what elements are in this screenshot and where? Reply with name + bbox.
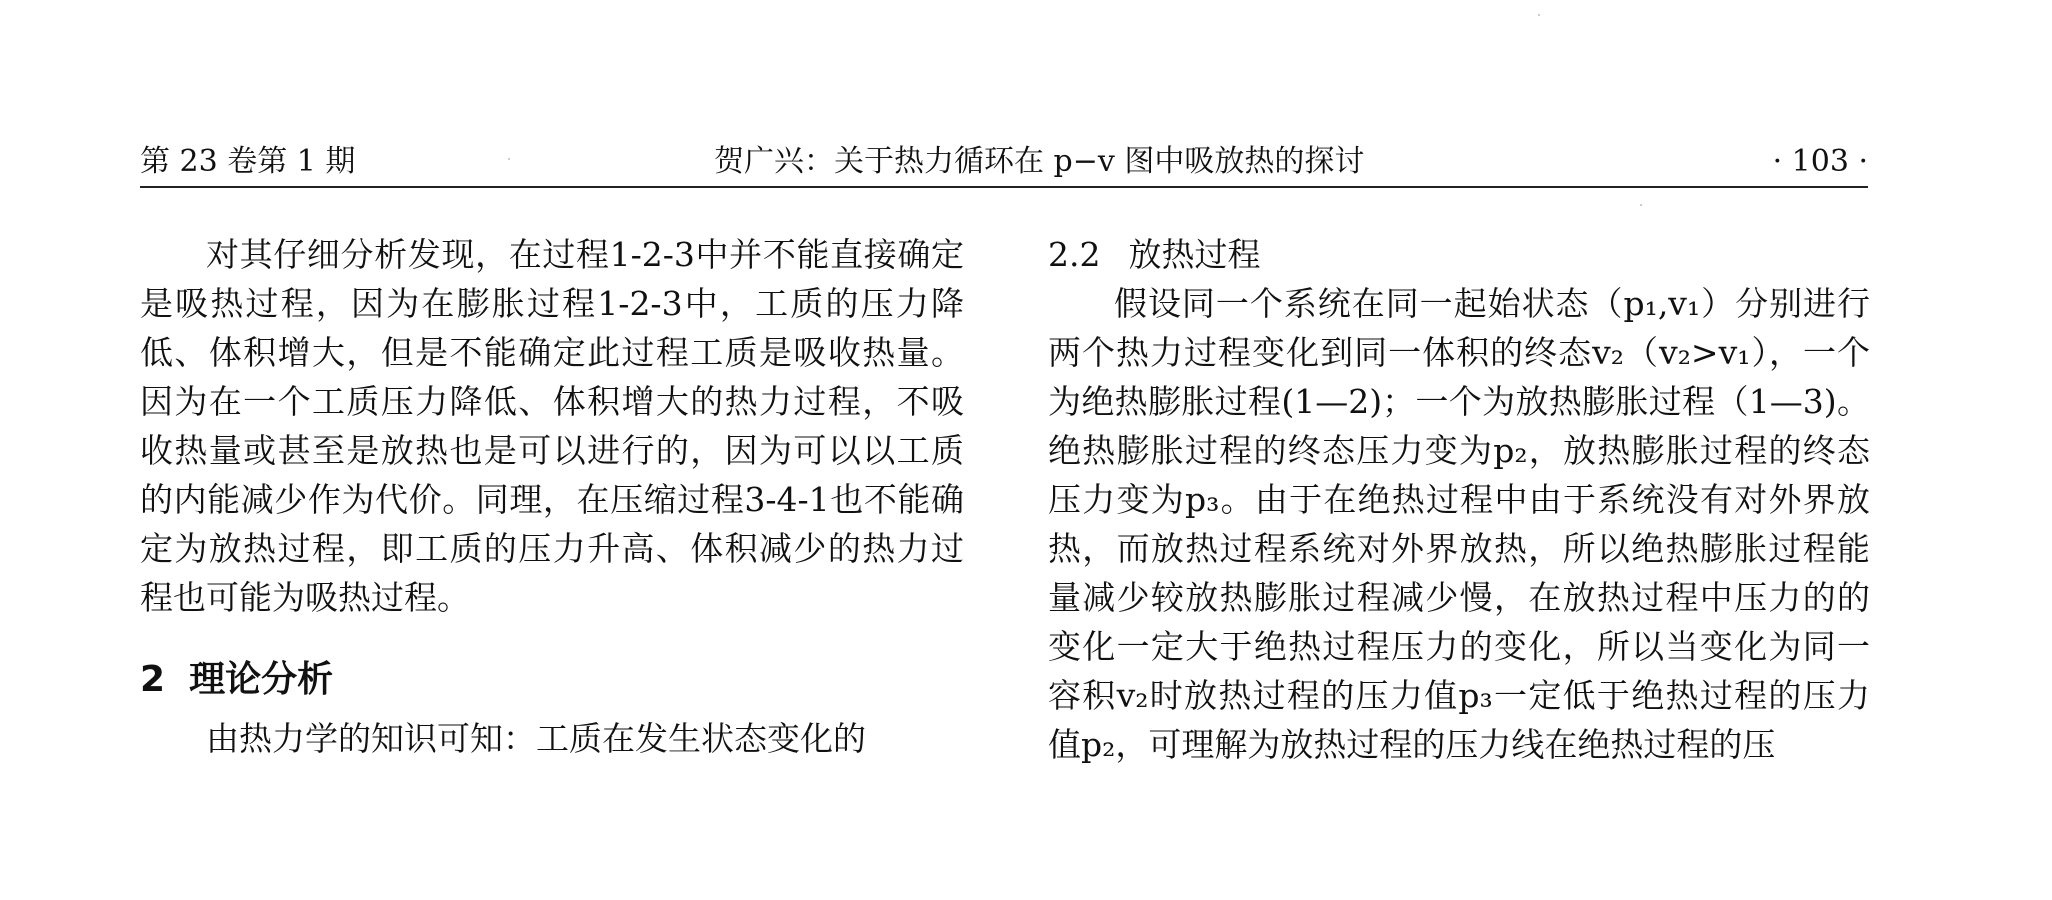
section-title: 理论分析	[189, 659, 334, 700]
running-header	[140, 140, 1868, 184]
left-column	[140, 230, 964, 763]
section-number: 2	[140, 659, 166, 700]
right-column	[1048, 230, 1870, 769]
subsection-title: 放热过程	[1128, 235, 1261, 274]
body-paragraph: 对其仔细分析发现，在过程1-2-3中并不能直接确定是吸热过程，因为在膨胀过程1-2-3中，工质的压力降低、体积增大，但是不能确定此过程工质是吸收热量。因为在一个工质压力降低、体积增大的热力过程，不吸收热量或甚至是放热也是可以进行的，因为可以以工质的内能减少作为代价。同理，在压缩过程3-4-1也不能确定为放热过程，即工质的压力升高、体积减少的热力过程也可能为吸热过程。	[140, 235, 964, 617]
subsection-heading	[1048, 230, 1870, 279]
scan-speck	[1640, 204, 1642, 206]
header-article-title: 贺广兴：关于热力循环在 p−v 图中吸放热的探讨	[714, 144, 1365, 179]
body-paragraph: 由热力学的知识可知：工质在发生状态变化的	[206, 719, 866, 758]
scan-speck	[1538, 14, 1540, 16]
scan-speck	[508, 158, 510, 160]
header-rule	[140, 186, 1868, 188]
body-paragraph: 假设同一个系统在同一起始状态（p₁,v₁）分别进行两个热力过程变化到同一体积的终态v₂（v₂>v₁），一个为绝热膨胀过程(1—2)；一个为放热膨胀过程（1—3)。绝热膨胀过程的终态压力变为p₂，放热膨胀过程的终态压力变为p₃。由于在绝热过程中由于系统没有对外界放热，而放热过程系统对外界放热，所以绝热膨胀过程能量减少较放热膨胀过程减少慢，在放热过程中压力的的变化一定大于绝热过程压力的变化，所以当变化为同一容积v₂时放热过程的压力值p₃一定低于绝热过程的压力值p₂，可理解为放热过程的压力线在绝热过程的压	[1048, 284, 1870, 764]
subsection-number: 2.2	[1048, 235, 1101, 274]
header-page-number: · 103 ·	[1772, 144, 1868, 179]
header-volume-issue: 第 23 卷第 1 期	[140, 144, 356, 179]
section-heading	[140, 652, 964, 708]
